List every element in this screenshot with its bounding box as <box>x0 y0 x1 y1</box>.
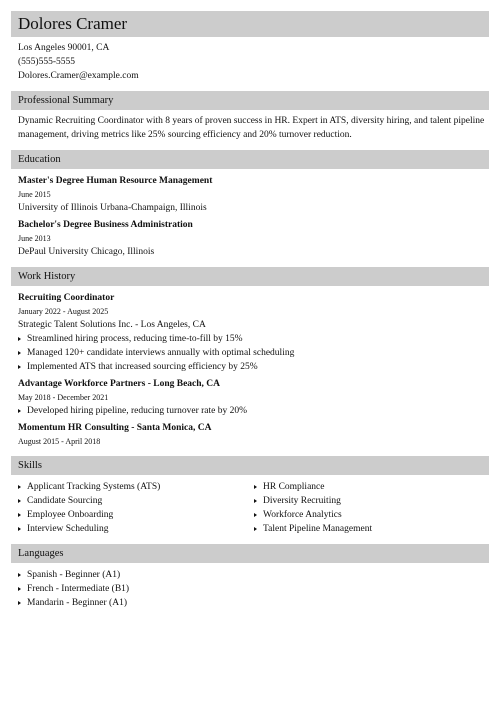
bullet-icon <box>18 485 21 489</box>
skill-text: Talent Pipeline Management <box>263 524 373 534</box>
contact-email: Dolores.Cramer@example.com <box>18 71 139 81</box>
list-item <box>18 582 489 596</box>
bullet-icon <box>18 365 21 369</box>
skill-text: Diversity Recruiting <box>263 496 341 506</box>
bullet-icon <box>18 527 21 531</box>
job-entry <box>11 291 489 374</box>
list-item <box>18 346 489 360</box>
degree-title: Master's Degree Human Resource Management <box>18 176 213 186</box>
degree-title: Bachelor's Degree Business Administration <box>18 220 193 230</box>
list-item <box>18 508 247 522</box>
section-heading-education: Education <box>11 150 489 169</box>
list-item <box>18 494 247 508</box>
education-entry <box>11 218 489 259</box>
list-item <box>18 360 489 374</box>
skill-text: Workforce Analytics <box>263 510 342 520</box>
list-item <box>18 404 489 418</box>
skill-text: Applicant Tracking Systems (ATS) <box>27 482 161 492</box>
bullet-icon <box>254 499 257 503</box>
skills-list <box>247 480 483 536</box>
section-heading-summary: Professional Summary <box>11 91 489 110</box>
job-company: Strategic Talent Solutions Inc. - Los Angeles, CA <box>18 320 206 330</box>
bullet-icon <box>18 499 21 503</box>
bullet-icon <box>18 351 21 355</box>
bullet-icon <box>18 409 21 413</box>
bullet-text: Streamlined hiring process, reducing time-to-fill by 15% <box>27 334 243 344</box>
contact-phone: (555)555-5555 <box>18 57 75 67</box>
job-bullets <box>11 332 489 374</box>
skill-text: Employee Onboarding <box>27 510 114 520</box>
language-text: French - Intermediate (B1) <box>27 584 130 594</box>
skills-grid <box>11 480 489 536</box>
list-item <box>254 494 483 508</box>
section-heading-skills: Skills <box>11 456 489 475</box>
skills-column-right <box>247 480 483 536</box>
bullet-text: Implemented ATS that increased sourcing efficiency by 25% <box>27 362 258 372</box>
language-text: Spanish - Beginner (A1) <box>27 570 121 580</box>
language-text: Mandarin - Beginner (A1) <box>27 598 127 608</box>
bullet-text: Developed hiring pipeline, reducing turnover rate by 20% <box>27 406 248 416</box>
list-item <box>254 480 483 494</box>
candidate-name: Dolores Cramer <box>11 11 489 37</box>
school-name: DePaul University Chicago, Illinois <box>18 247 155 257</box>
languages-list <box>11 568 489 610</box>
bullet-icon <box>18 573 21 577</box>
job-title: Recruiting Coordinator <box>18 293 115 303</box>
bullet-text: Managed 120+ candidate interviews annually with optimal scheduling <box>27 348 295 358</box>
job-title: Momentum HR Consulting - Santa Monica, CA <box>18 423 212 433</box>
list-item <box>18 568 489 582</box>
section-heading-work-history: Work History <box>11 267 489 286</box>
list-item <box>18 522 247 536</box>
degree-date: June 2013 <box>18 234 51 243</box>
section-heading-languages: Languages <box>11 544 489 563</box>
bullet-icon <box>18 587 21 591</box>
bullet-icon <box>254 513 257 517</box>
job-date: August 2015 - April 2018 <box>18 437 101 446</box>
job-bullets <box>11 404 489 418</box>
skills-list <box>11 480 247 536</box>
skill-text: HR Compliance <box>263 482 325 492</box>
bullet-icon <box>18 337 21 341</box>
list-item <box>18 332 489 346</box>
summary-text: Dynamic Recruiting Coordinator with 8 years of proven success in HR. Expert in ATS, diversity hiring, and talent pipeline management, driving metrics like 25% sourcing efficiency and 20% turnover reduction. <box>18 116 485 140</box>
skills-column-left <box>11 480 247 536</box>
list-item <box>254 508 483 522</box>
education-entry <box>11 174 489 215</box>
job-date: May 2018 - December 2021 <box>18 393 109 402</box>
bullet-icon <box>254 527 257 531</box>
list-item <box>254 522 483 536</box>
skill-text: Candidate Sourcing <box>27 496 103 506</box>
degree-date: June 2015 <box>18 190 51 199</box>
school-name: University of Illinois Urbana-Champaign, Illinois <box>18 203 207 213</box>
job-entry <box>11 377 489 418</box>
list-item <box>18 480 247 494</box>
contact-block <box>11 41 489 83</box>
bullet-icon <box>18 601 21 605</box>
job-entry <box>11 421 489 448</box>
job-date: January 2022 - August 2025 <box>18 307 109 316</box>
bullet-icon <box>18 513 21 517</box>
list-item <box>18 596 489 610</box>
bullet-icon <box>254 485 257 489</box>
contact-address: Los Angeles 90001, CA <box>18 43 110 53</box>
job-title: Advantage Workforce Partners - Long Beach, CA <box>18 379 221 389</box>
skill-text: Interview Scheduling <box>27 524 109 534</box>
